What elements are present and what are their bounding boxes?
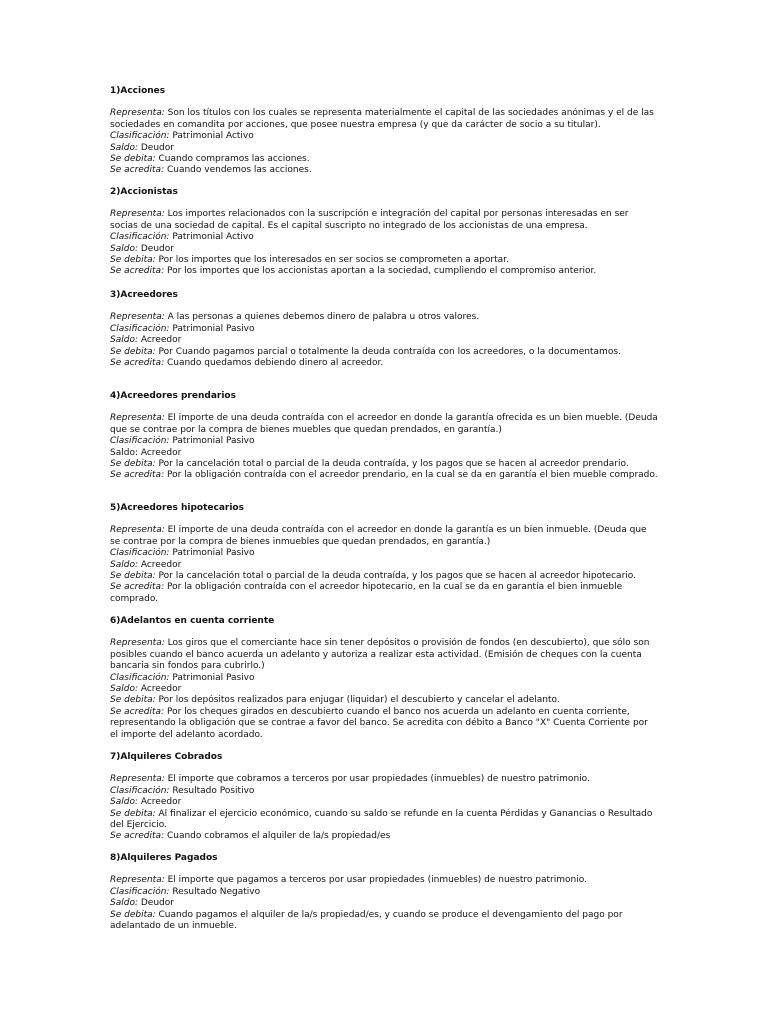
entry-alquileres-cobrados: [110, 752, 658, 843]
line-representa: [110, 209, 658, 232]
entry-adelantos-cuenta-corriente: [110, 616, 658, 741]
line-se-debita: [110, 255, 658, 266]
line-se-acredita: [110, 707, 658, 741]
line-se-debita: [110, 910, 658, 933]
line-se-debita: [110, 459, 658, 470]
line-representa: [110, 413, 658, 436]
entry-acciones: [110, 86, 658, 177]
line-clasificacion: [110, 232, 658, 243]
line-se-debita: [110, 695, 658, 706]
line-value: Por la obligación contraída con el acreedor hipotecario, en la cual se da en garantía el bien inmueble comprado.: [110, 582, 623, 604]
line-se-debita: [110, 154, 658, 165]
line-value: Acreedor: [137, 797, 182, 808]
line-key: Se debita:: [110, 154, 156, 165]
entry-acreedores-hipotecarios: [110, 503, 658, 605]
line-value: El importe de una deuda contraída con el acreedor en donde la garantía es un bien inmueble. (Deuda que se contrae por la compra de bienes inmuebles que quedan prendados, en garantía.): [110, 525, 647, 547]
line-representa: [110, 638, 658, 672]
line-value: Saldo: Acreedor: [110, 447, 182, 458]
line-se-acredita: [110, 582, 658, 605]
line-value: Acreedor: [137, 684, 182, 695]
line-key: Clasificación:: [110, 232, 170, 243]
line-clasificacion: [110, 324, 658, 335]
entry-acreedores-prendarios: [110, 391, 658, 482]
line-clasificacion: [110, 436, 658, 447]
line-value: A las personas a quienes debemos dinero de palabra u otros valores.: [164, 312, 480, 323]
line-value: El importe de una deuda contraída con el acreedor en donde la garantía ofrecida es un bien mueble. (Deuda que se contrae por la compra de bienes muebles que quedan prendados, en garantía.): [110, 413, 658, 435]
line-key: Se acredita:: [110, 165, 165, 176]
line-key: Saldo:: [110, 335, 138, 346]
line-value: Patrimonial Pasivo: [169, 323, 255, 334]
line-key: Saldo:: [110, 898, 138, 909]
line-value: Cuando cobramos el alquiler de la/s propiedad/es: [164, 831, 391, 842]
entry-accionistas: [110, 187, 658, 278]
entry-heading: 2)Accionistas: [110, 187, 178, 197]
line-key: Representa:: [110, 525, 165, 536]
line-key: Representa:: [110, 875, 165, 886]
line-value: El importe que cobramos a terceros por usar propiedades (inmuebles) de nuestro patrimonio.: [164, 774, 590, 785]
entry-acreedores: [110, 290, 658, 369]
line-clasificacion: [110, 887, 658, 898]
line-key: Representa:: [110, 774, 165, 785]
line-value: Por la cancelación total o parcial de la deuda contraída, y los pagos que se hacen al acreedor prendario.: [155, 459, 629, 470]
line-key: Se debita:: [110, 571, 156, 582]
line-representa: [110, 875, 658, 886]
entry-heading: 3)Acreedores: [110, 290, 178, 300]
line-value: Por los importes que los accionistas aportan a la sociedad, cumpliendo el compromiso anterior.: [164, 266, 597, 277]
line-key: Saldo:: [110, 684, 138, 695]
line-value: Deudor: [137, 243, 174, 254]
line-clasificacion: [110, 673, 658, 684]
line-value: Cuando quedamos debiendo dinero al acreedor.: [164, 358, 384, 369]
line-se-acredita: [110, 358, 658, 369]
line-value: Patrimonial Pasivo: [169, 548, 255, 559]
entry-heading: 7)Alquileres Cobrados: [110, 752, 223, 762]
line-key: Saldo:: [110, 559, 138, 570]
line-value: Resultado Negativo: [169, 886, 261, 897]
line-value: Patrimonial Pasivo: [169, 436, 255, 447]
line-value: Cuando compramos las acciones.: [155, 154, 310, 165]
line-value: Los giros que el comerciante hace sin tener depósitos o provisión de fondos (en descubierto), que sólo son posibles cuando el banco acuerda un adelanto y autoriza a realizar esta actividad. (Emisión de cheques con la cuenta bancaria sin fondos para cubrirlo.): [110, 638, 650, 672]
line-se-acredita: [110, 165, 658, 176]
line-key: Clasificación:: [110, 131, 170, 142]
entry-heading: 1)Acciones: [110, 86, 166, 96]
line-saldo: [110, 244, 658, 255]
line-key: Se acredita:: [110, 266, 165, 277]
line-value: Patrimonial Pasivo: [169, 672, 255, 683]
line-key: Se debita:: [110, 695, 156, 706]
line-saldo: [110, 143, 658, 154]
line-key: Representa:: [110, 209, 165, 220]
line-se-debita: [110, 347, 658, 358]
line-representa: [110, 108, 658, 131]
entry-heading: 6)Adelantos en cuenta corriente: [110, 616, 275, 626]
line-key: Se acredita:: [110, 582, 165, 593]
line-key: Se debita:: [110, 459, 156, 470]
line-value: Por Cuando pagamos parcial o totalmente la deuda contraída con los acreedores, o la documentamos.: [155, 346, 621, 357]
line-value: Resultado Positivo: [169, 785, 255, 796]
line-se-acredita: [110, 470, 658, 481]
line-clasificacion: [110, 786, 658, 797]
line-se-debita: [110, 809, 658, 832]
line-clasificacion: [110, 131, 658, 142]
line-key: Se acredita:: [110, 358, 165, 369]
line-value: Cuando pagamos el alquiler de la/s propiedad/es, y cuando se produce el devengamiento del pago por adelantado de un inmueble.: [110, 909, 623, 932]
line-key: Saldo:: [110, 243, 138, 254]
entry-heading: 8)Alquileres Pagados: [110, 853, 218, 863]
line-key: Saldo:: [110, 797, 138, 808]
line-se-acredita: [110, 831, 658, 842]
line-key: Clasificación:: [110, 436, 170, 447]
line-key: Representa:: [110, 312, 165, 323]
entry-heading: 5)Acreedores hipotecarios: [110, 503, 244, 513]
line-key: Se debita:: [110, 255, 156, 266]
line-value: Por los importes que los interesados en ser socios se comprometen a aportar.: [155, 255, 509, 266]
line-key: Se acredita:: [110, 831, 165, 842]
line-representa: [110, 312, 658, 323]
line-value: Por la cancelación total o parcial de la deuda contraída, y los pagos que se hacen al acreedor hipotecario.: [155, 571, 636, 582]
line-representa: [110, 525, 658, 548]
line-value: Por la obligación contraída con el acreedor prendario, en la cual se da en garantía el bien mueble comprado.: [164, 470, 658, 481]
line-key: Clasificación:: [110, 672, 170, 683]
line-representa: [110, 774, 658, 785]
line-value: Acreedor: [137, 559, 182, 570]
line-saldo: [110, 898, 658, 909]
line-saldo: [110, 684, 658, 695]
line-key: Se debita:: [110, 909, 156, 920]
line-key: Se debita:: [110, 346, 156, 357]
line-value: Patrimonial Activo: [169, 232, 254, 243]
line-se-acredita: [110, 266, 658, 277]
line-key: Se acredita:: [110, 706, 165, 717]
line-key: Clasificación:: [110, 548, 170, 559]
line-value: Son los títulos con los cuales se representa materialmente el capital de las sociedades anónimas y el de las sociedades en comandita por acciones, que posee nuestra empresa (y que da carácter de socio a su titular).: [110, 108, 654, 130]
line-key: Representa:: [110, 638, 165, 649]
line-saldo: [110, 797, 658, 808]
entry-heading: 4)Acreedores prendarios: [110, 391, 236, 401]
line-value: Deudor: [137, 898, 174, 909]
line-value: Patrimonial Activo: [169, 131, 254, 142]
line-key: Clasificación:: [110, 785, 170, 796]
line-key: Representa:: [110, 413, 165, 424]
line-saldo: [110, 335, 658, 346]
line-value: Los importes relacionados con la suscripción e integración del capital por personas interesadas en ser socias de una sociedad de capital. Es el capital suscripto no integrado de los accionistas de una empresa.: [110, 209, 629, 231]
line-se-debita: [110, 571, 658, 582]
line-clasificacion: [110, 548, 658, 559]
line-key: Clasificación:: [110, 323, 170, 334]
line-key: Clasificación:: [110, 886, 170, 897]
line-saldo: [110, 560, 658, 571]
line-value: El importe que pagamos a terceros por usar propiedades (inmuebles) de nuestro patrimonio.: [164, 875, 587, 886]
line-value: Deudor: [137, 142, 174, 153]
line-value: Cuando vendemos las acciones.: [164, 165, 312, 176]
line-key: Se debita:: [110, 808, 156, 819]
line-value: Al finalizar el ejercicio económico, cuando su saldo se refunde en la cuenta Pérdidas y Ganancias o Resultado del Ejercicio.: [110, 808, 653, 831]
line-key: Representa:: [110, 108, 165, 119]
entry-alquileres-pagados: [110, 853, 658, 932]
line-value: Por los cheques girados en descubierto cuando el banco nos acuerda un adelanto en cuenta corriente, representando la obligación que se contrae a favor del banco. Se acredita con débito a Banco "X" Cuenta Corriente por el importe del adelanto acordado.: [110, 706, 648, 740]
line-key: Se acredita:: [110, 470, 165, 481]
line-saldo: [110, 448, 658, 459]
line-value: Acreedor: [137, 335, 182, 346]
line-value: Por los depósitos realizados para enjugar (liquidar) el descubierto y cancelar el adelanto.: [155, 695, 560, 706]
line-key: Saldo:: [110, 142, 138, 153]
